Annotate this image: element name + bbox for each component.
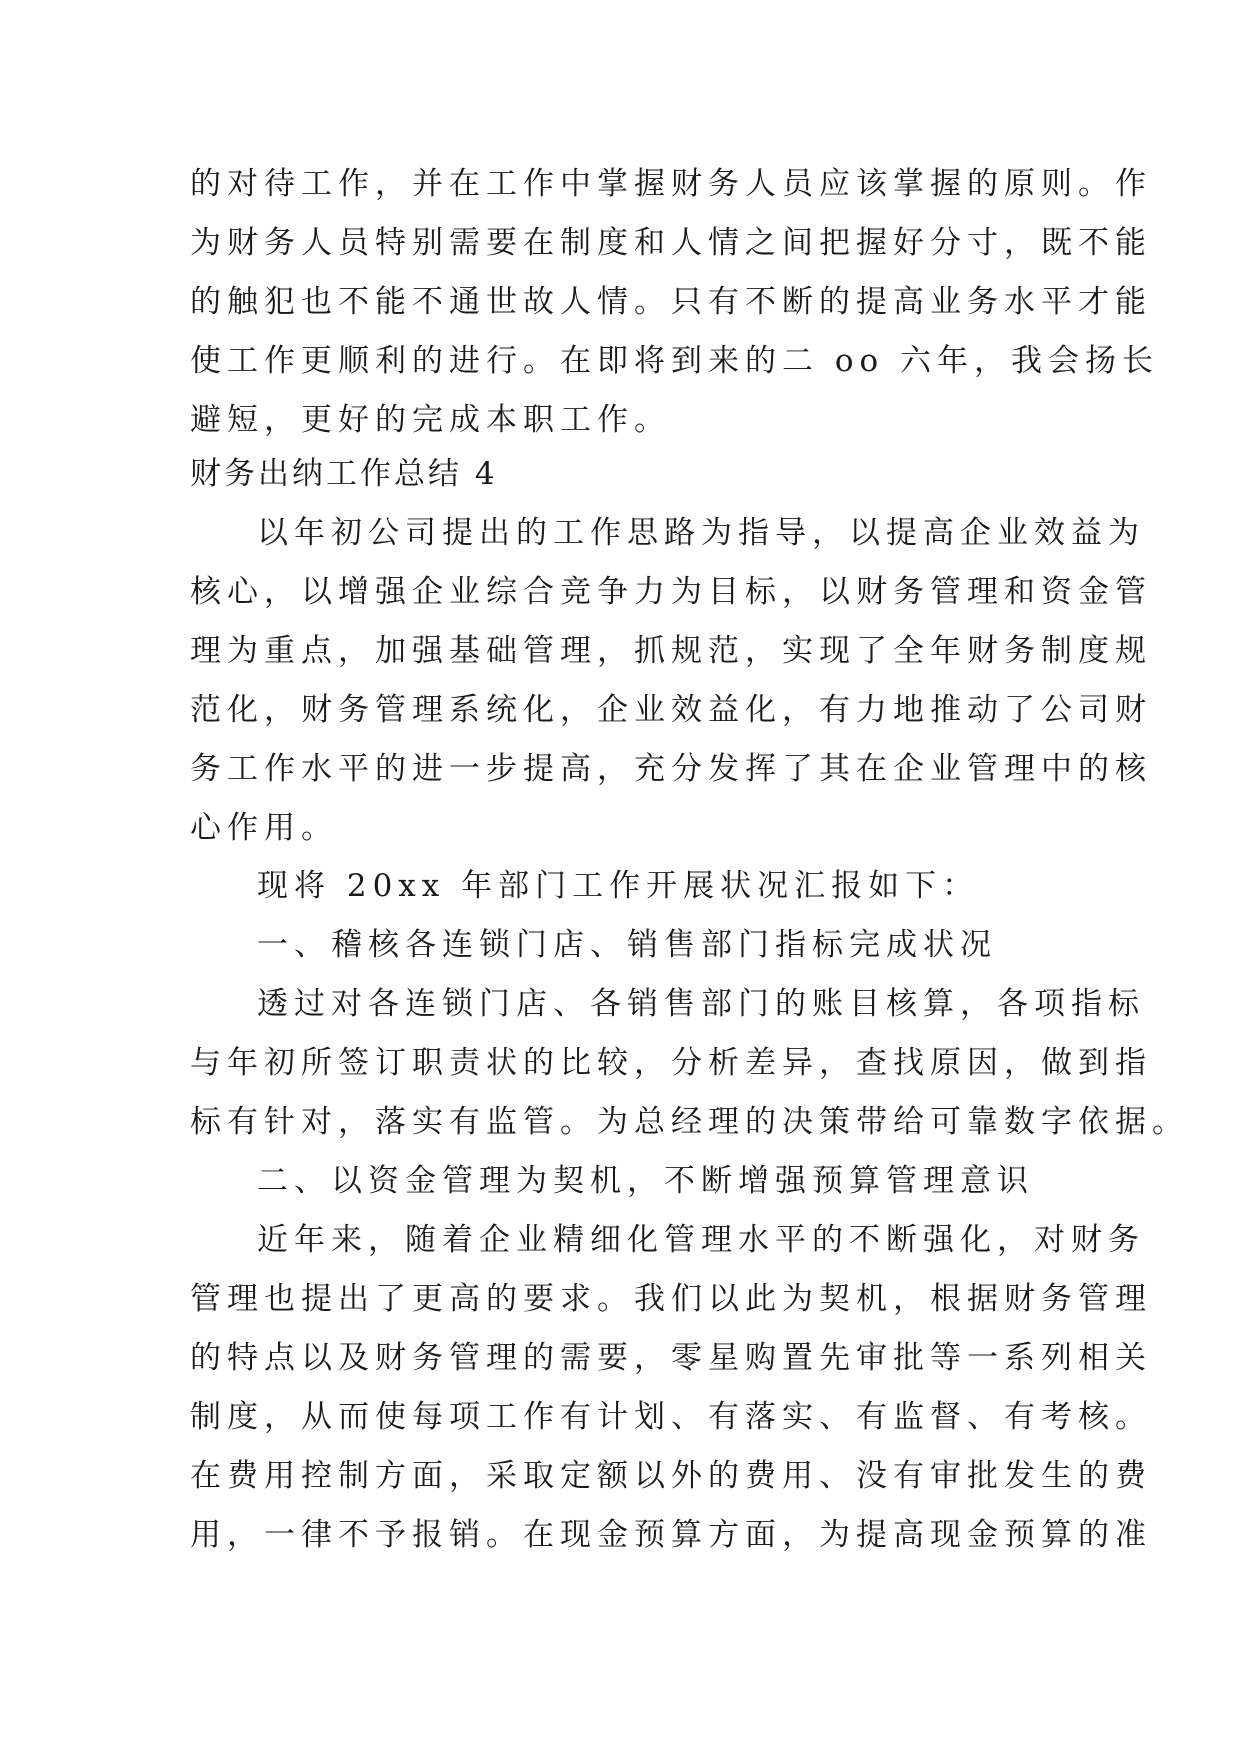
body-text-line: 标有针对，落实有监管。为总经理的决策带给可靠数字依据。	[190, 1104, 1189, 1140]
body-text-line: 理为重点，加强基础管理，抓规范，实现了全年财务制度规	[190, 633, 1152, 669]
body-text-line: 用，一律不予报销。在现金预算方面，为提高现金预算的准	[190, 1517, 1152, 1553]
body-text-line: 管理也提出了更高的要求。我们以此为契机，根据财务管理	[190, 1281, 1152, 1317]
body-text-line: 使工作更顺利的进行。在即将到来的二 oo 六年，我会扬长	[190, 343, 1160, 379]
body-text-line: 范化，财务管理系统化，企业效益化，有力地推动了公司财	[190, 692, 1152, 728]
body-text-line: 以年初公司提出的工作思路为指导，以提高企业效益为	[257, 515, 1145, 551]
body-text-line: 为财务人员特别需要在制度和人情之间把握好分寸，既不能	[190, 225, 1152, 261]
body-text-line: 的触犯也不能不通世故人情。只有不断的提高业务水平才能	[190, 284, 1152, 320]
body-text-line: 透过对各连锁门店、各销售部门的账目核算，各项指标	[257, 986, 1145, 1022]
body-text-line: 心作用。	[190, 810, 338, 846]
body-text-line: 与年初所签订职责状的比较，分析差异，查找原因，做到指	[190, 1045, 1152, 1081]
body-text-line: 务工作水平的进一步提高，充分发挥了其在企业管理中的核	[190, 751, 1152, 787]
body-text-line: 的对待工作，并在工作中掌握财务人员应该掌握的原则。作	[190, 166, 1152, 202]
body-text-line: 在费用控制方面，采取定额以外的费用、没有审批发生的费	[190, 1458, 1152, 1494]
body-text-line: 现将 20xx 年部门工作开展状况汇报如下：	[257, 868, 980, 904]
body-text-line: 避短，更好的完成本职工作。	[190, 402, 671, 438]
subheading: 二、以资金管理为契机，不断增强预算管理意识	[257, 1163, 1034, 1199]
body-text-line: 的特点以及财务管理的需要，零星购置先审批等一系列相关	[190, 1340, 1152, 1376]
body-text-line: 核心，以增强企业综合竞争力为目标，以财务管理和资金管	[190, 574, 1152, 610]
subheading: 一、稽核各连锁门店、销售部门指标完成状况	[257, 927, 997, 963]
body-text-line: 制度，从而使每项工作有计划、有落实、有监督、有考核。	[190, 1399, 1152, 1435]
section-title: 财务出纳工作总结 4	[190, 456, 498, 492]
body-text-line: 近年来，随着企业精细化管理水平的不断强化，对财务	[257, 1222, 1145, 1258]
